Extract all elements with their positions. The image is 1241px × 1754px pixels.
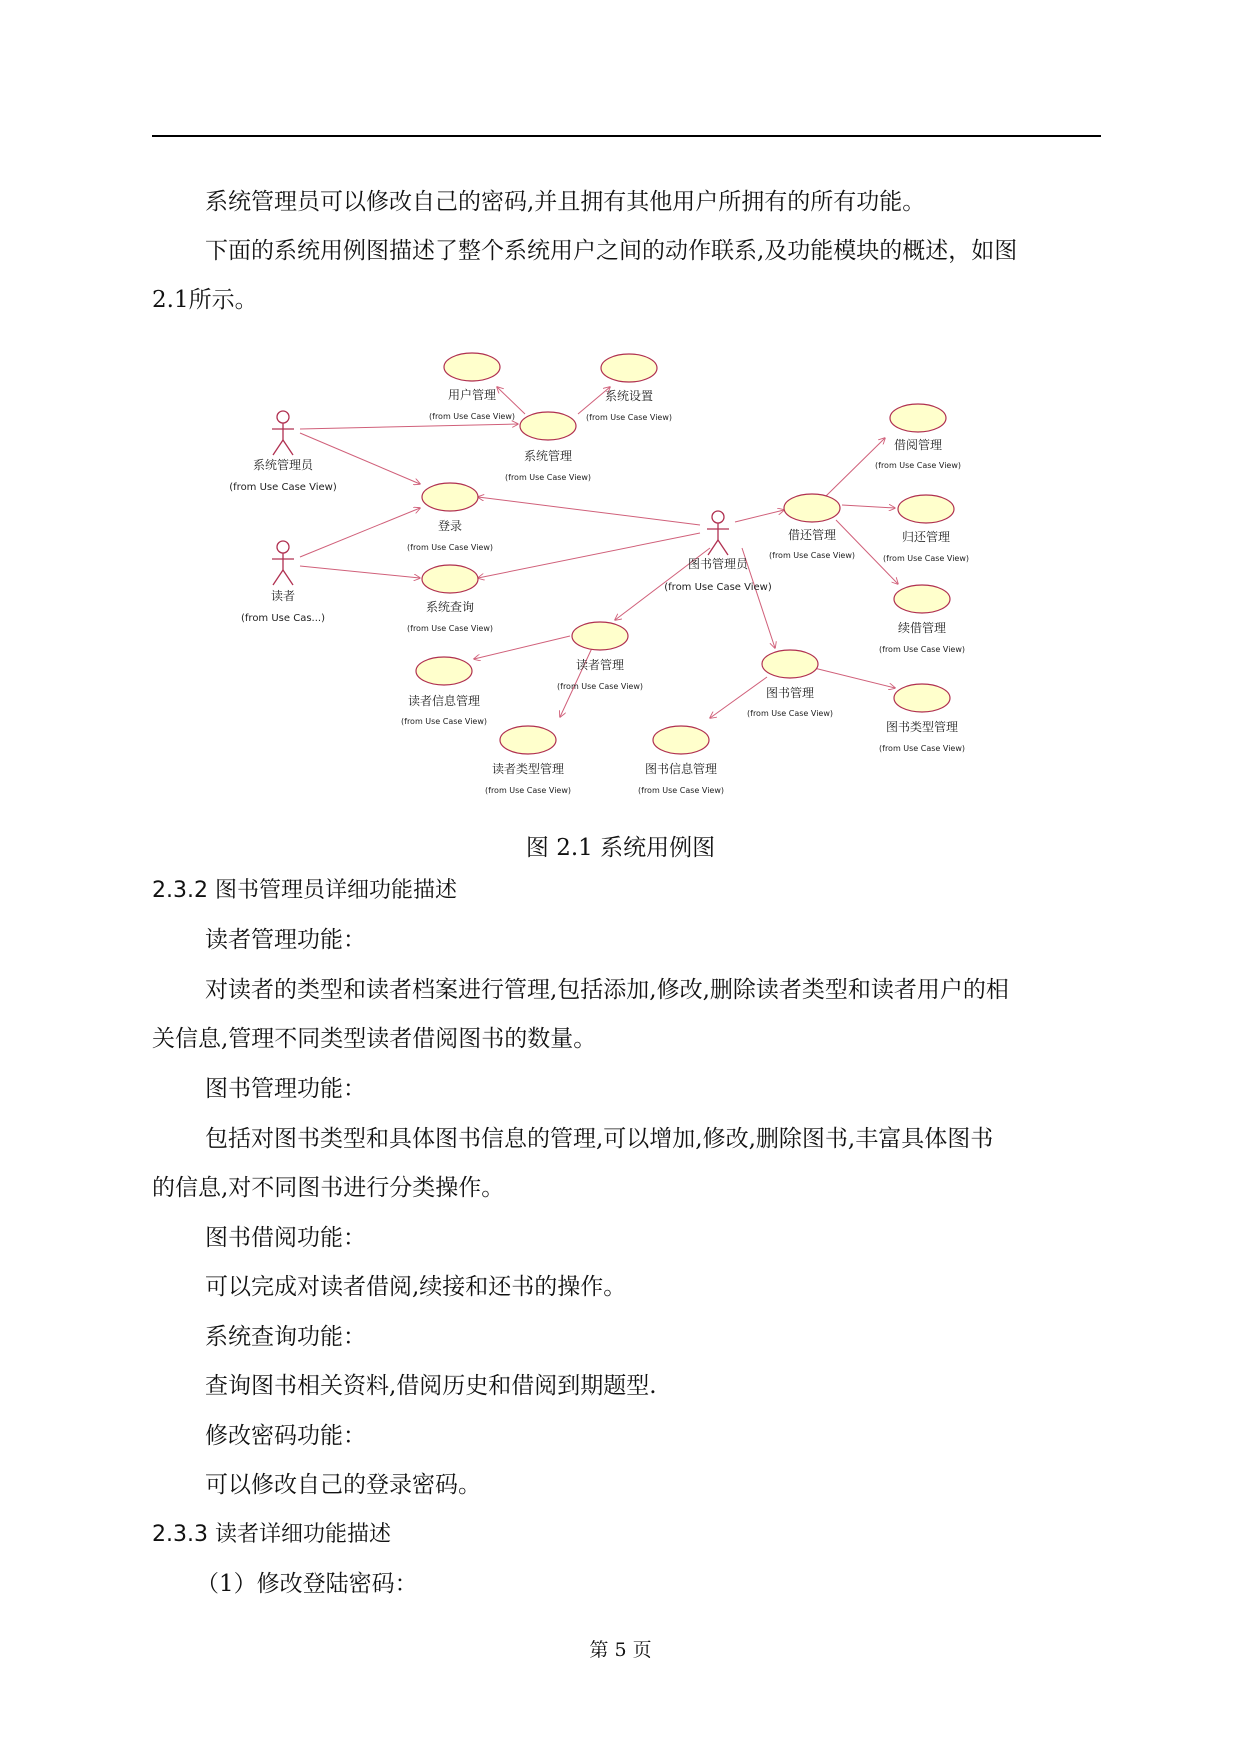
svg-text:借还管理: 借还管理 [787, 528, 837, 542]
use-case-borrow-management [875, 404, 961, 470]
borrow-text: 可以完成对读者借阅,续接和还书的操作。 [205, 1274, 627, 1300]
svg-text:归还管理: 归还管理 [901, 530, 951, 544]
query-title: 系统查询功能： [205, 1324, 366, 1350]
svg-text:(from Use Case View): (from Use Case View) [879, 645, 965, 654]
actor-label: 系统管理员 [252, 458, 314, 472]
use-case-reader-type-management [485, 726, 571, 795]
use-case-reader-info-management [401, 657, 487, 726]
actor-sub: (from Use Case View) [229, 482, 337, 493]
svg-text:登录: 登录 [437, 519, 463, 533]
svg-text:图书信息管理: 图书信息管理 [644, 762, 718, 776]
section-heading-2-3-3: 2.3.3 读者详细功能描述 [152, 1522, 391, 1547]
use-case-renew-management [879, 585, 965, 654]
book-mgmt-line2: 的信息,对不同图书进行分类操作。 [152, 1175, 505, 1201]
actor-label: 图书管理员 [687, 557, 749, 571]
svg-text:读者管理: 读者管理 [575, 658, 625, 672]
svg-text:(from Use Case View): (from Use Case View) [485, 786, 571, 795]
reader-item-1: （1）修改登陆密码： [196, 1571, 418, 1597]
svg-text:(from Use Case View): (from Use Case View) [883, 554, 969, 563]
use-case-reader-management [557, 622, 643, 691]
paragraph-diagram-intro-line1: 下面的系统用例图描述了整个系统用户之间的动作联系,及功能模块的概述，如图 [205, 238, 1018, 264]
svg-text:(from Use Case View): (from Use Case View) [401, 717, 487, 726]
book-mgmt-title: 图书管理功能： [205, 1076, 366, 1102]
use-case-login [407, 483, 493, 552]
svg-text:续借管理: 续借管理 [897, 621, 947, 635]
svg-text:系统设置: 系统设置 [604, 389, 654, 403]
reader-mgmt-title: 读者管理功能： [205, 927, 366, 953]
stick-figure-icon [272, 411, 294, 455]
svg-text:(from Use Case View): (from Use Case View) [875, 461, 961, 470]
paragraph-diagram-intro-line2: 2.1所示。 [152, 287, 258, 313]
actor-label: 读者 [270, 589, 296, 603]
figure-caption: 图 2.1 系统用例图 [525, 835, 716, 861]
use-case-book-type-management [879, 684, 965, 753]
svg-text:(from Use Case View): (from Use Case View) [407, 624, 493, 633]
reader-mgmt-line2: 关信息,管理不同类型读者借阅图书的数量。 [152, 1026, 597, 1052]
section-heading-2-3-2: 2.3.2 图书管理员详细功能描述 [152, 878, 457, 903]
svg-text:(from Use Case View): (from Use Case View) [407, 543, 493, 552]
use-case-user-management [429, 353, 515, 421]
svg-text:用户管理: 用户管理 [447, 388, 497, 402]
svg-text:读者信息管理: 读者信息管理 [407, 694, 481, 708]
reader-mgmt-line1: 对读者的类型和读者档案进行管理,包括添加,修改,删除读者类型和读者用户的相 [205, 977, 1009, 1003]
svg-text:(from Use Case View): (from Use Case View) [586, 413, 672, 422]
svg-text:(from Use Case View): (from Use Case View) [747, 709, 833, 718]
password-text: 可以修改自己的登录密码。 [205, 1472, 481, 1498]
use-case-return-management [883, 495, 969, 563]
password-title: 修改密码功能： [205, 1423, 366, 1449]
use-case-book-info-management [638, 726, 724, 795]
svg-text:(from Use Case View): (from Use Case View) [769, 551, 855, 560]
query-text: 查询图书相关资料,借阅历史和借阅到期题型. [205, 1373, 657, 1399]
svg-text:读者类型管理: 读者类型管理 [491, 762, 565, 776]
use-case-system-management [505, 412, 591, 482]
svg-text:借阅管理: 借阅管理 [893, 438, 943, 452]
svg-text:(from Use Case View): (from Use Case View) [638, 786, 724, 795]
actor-librarian [664, 511, 772, 593]
actor-sub: (from Use Cas...) [241, 613, 325, 624]
paragraph-admin-password: 系统管理员可以修改自己的密码,并且拥有其他用户所拥有的所有功能。 [205, 189, 926, 215]
svg-text:(from Use Case View): (from Use Case View) [429, 412, 515, 421]
borrow-title: 图书借阅功能： [205, 1225, 366, 1251]
svg-text:图书类型管理: 图书类型管理 [885, 720, 959, 734]
actor-sub: (from Use Case View) [664, 582, 772, 593]
svg-text:(from Use Case View): (from Use Case View) [879, 744, 965, 753]
svg-text:(from Use Case View): (from Use Case View) [557, 682, 643, 691]
svg-text:系统查询: 系统查询 [425, 600, 475, 614]
actor-reader [241, 541, 325, 624]
book-mgmt-line1: 包括对图书类型和具体图书信息的管理,可以增加,修改,删除图书,丰富具体图书 [205, 1126, 994, 1152]
stick-figure-icon [272, 541, 294, 585]
svg-text:(from Use Case View): (from Use Case View) [505, 473, 591, 482]
use-case-book-management [747, 650, 833, 718]
svg-text:图书管理: 图书管理 [765, 686, 815, 700]
use-case-system-settings [586, 354, 672, 422]
use-case-system-query [407, 565, 493, 633]
actor-system-admin [229, 411, 337, 493]
svg-text:系统管理: 系统管理 [523, 449, 573, 463]
page-number: 第 5 页 [589, 1639, 652, 1661]
